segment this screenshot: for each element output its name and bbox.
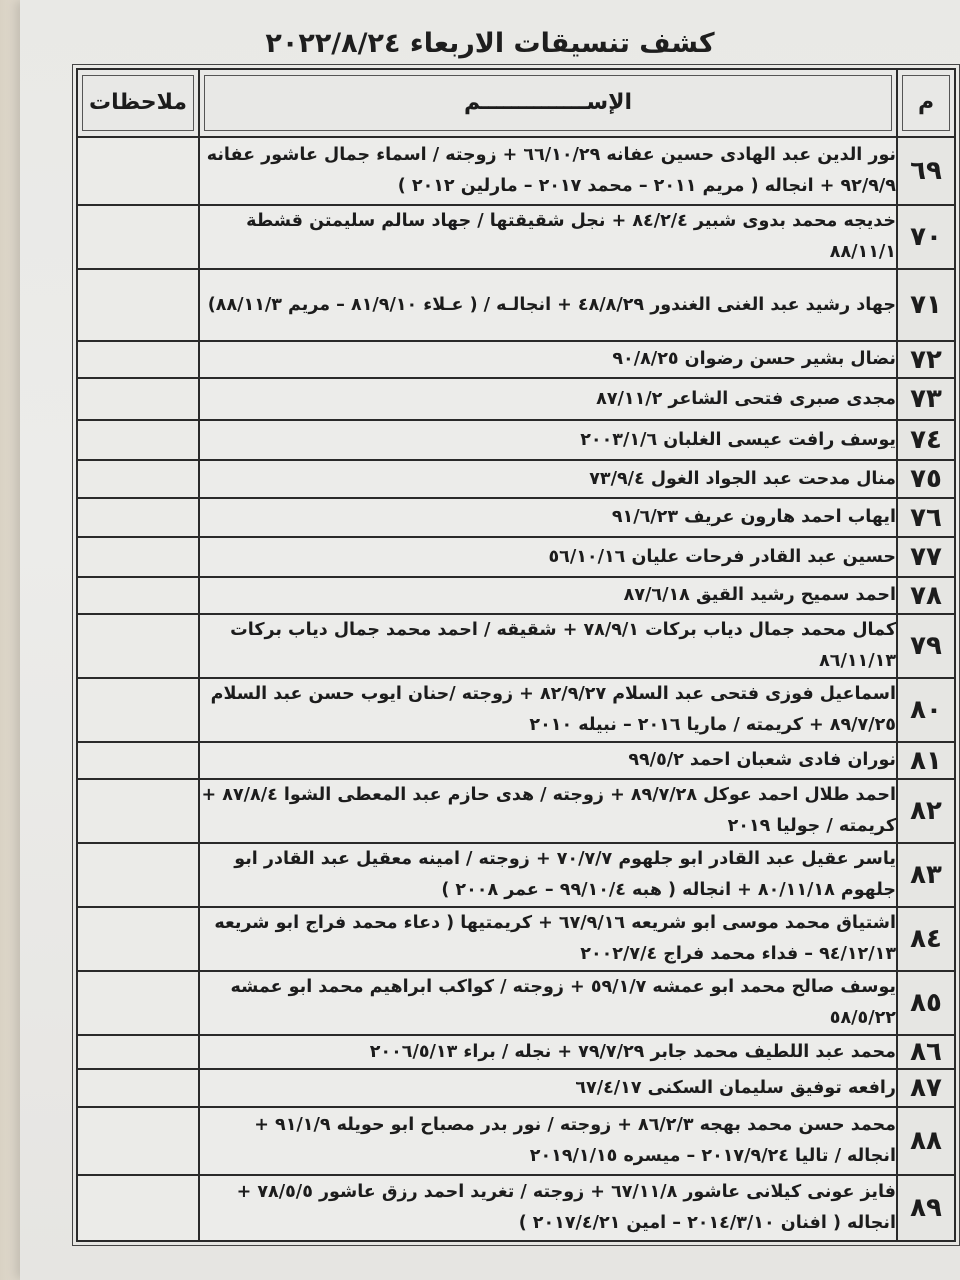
row-number: ٧٩ [897,614,955,678]
row-notes [77,537,199,577]
header-number-label: م [902,75,950,131]
table-row [77,205,955,269]
row-notes [77,1069,199,1107]
row-notes [77,577,199,614]
header-notes [77,69,199,137]
row-name: خديجه محمد بدوى شبير ٨٤/٢/٤ + نجل شقيقتها / جهاد سالم سليمتن قشطة ٨٨/١١/١ [199,205,897,269]
row-number: ٧٠ [897,205,955,269]
row-number: ٧٣ [897,378,955,420]
header-notes-label: ملاحظات [82,75,194,131]
row-name: فايز عونى كيلانى عاشور ٦٧/١١/٨ + زوجته / تغريد احمد رزق عاشور ٧٨/٥/٥ + انجاله ( افنان ٢٠١٤/٣/١٠ – امين ٢٠١٧/٤/٢١ ) [199,1175,897,1241]
table-row [77,137,955,205]
row-name: يوسف رافت عيسى الغلبان ٢٠٠٣/١/٦ [199,420,897,460]
row-name: يوسف صالح محمد ابو عمشه ٥٩/١/٧ + زوجته / كواكب ابراهيم محمد ابو عمشه ٥٨/٥/٢٢ [199,971,897,1035]
row-name: ياسر عقيل عبد القادر ابو جلهوم ٧٠/٧/٧ + زوجته / امينه معقيل عبد القادر ابو جلهوم ٨٠/١١/١٨ + انجاله ( هبه ٩٩/١٠/٤ – عمر ٢٠٠٨ ) [199,843,897,907]
row-notes [77,907,199,971]
table-row [77,341,955,378]
table-row [77,1175,955,1241]
row-number: ٧٦ [897,498,955,537]
row-notes [77,1107,199,1175]
header-name [199,69,897,137]
row-name: حسين عبد القادر فرحات عليان ٥٦/١٠/١٦ [199,537,897,577]
row-notes [77,269,199,341]
table-row [77,1107,955,1175]
table-row [77,460,955,498]
row-notes [77,843,199,907]
row-notes [77,971,199,1035]
row-number: ٨٢ [897,779,955,843]
row-notes [77,1035,199,1069]
row-number: ٧١ [897,269,955,341]
table-row [77,577,955,614]
table-row [77,971,955,1035]
row-notes [77,678,199,742]
row-name: جهاد رشيد عبد الغنى الغندور ٤٨/٨/٢٩ + انجالـه / ( عـلاء ٨١/٩/١٠ – مريم ٨٨/١١/٣) [199,269,897,341]
table-row [77,378,955,420]
table-header-row [77,69,955,137]
row-name: اسماعيل فوزى فتحى عبد السلام ٨٢/٩/٢٧ + زوجته /حنان ايوب حسن عبد السلام ٨٩/٧/٢٥ + كريمته / ماريا ٢٠١٦ – نبيله ٢٠١٠ [199,678,897,742]
row-number: ٦٩ [897,137,955,205]
row-notes [77,742,199,779]
page-title: كشف تنسيقات الاربعاء ٢٠٢٢/٨/٢٤ [265,28,715,59]
row-name: محمد عبد اللطيف محمد جابر ٧٩/٧/٢٩ + نجله / براء ٢٠٠٦/٥/١٣ [199,1035,897,1069]
row-number: ٨٧ [897,1069,955,1107]
row-name: رافعه توفيق سليمان السكنى ٦٧/٤/١٧ [199,1069,897,1107]
row-name: كمال محمد جمال دياب بركات ٧٨/٩/١ + شقيقه / احمد محمد جمال دياب بركات ٨٦/١١/١٣ [199,614,897,678]
row-notes [77,341,199,378]
row-notes [77,378,199,420]
row-number: ٨٩ [897,1175,955,1241]
row-name: نضال بشير حسن رضوان ٩٠/٨/٢٥ [199,341,897,378]
row-number: ٨٤ [897,907,955,971]
row-notes [77,137,199,205]
row-notes [77,614,199,678]
coordination-table [76,68,956,1242]
row-name: ايهاب احمد هارون عريف ٩١/٦/٢٣ [199,498,897,537]
table-row [77,907,955,971]
paper-sheet [20,0,960,1280]
table-row [77,742,955,779]
table-row [77,843,955,907]
row-number: ٧٥ [897,460,955,498]
table-row [77,420,955,460]
row-name: احمد طلال احمد عوكل ٨٩/٧/٢٨ + زوجته / هدى حازم عبد المعطى الشوا ٨٧/٨/٤ + كريمته / جوليا ٢٠١٩ [199,779,897,843]
table-row [77,779,955,843]
row-number: ٨٣ [897,843,955,907]
row-number: ٧٤ [897,420,955,460]
table-row [77,269,955,341]
table-row [77,1035,955,1069]
table-row [77,614,955,678]
row-name: مجدى صبرى فتحى الشاعر ٨٧/١١/٢ [199,378,897,420]
row-notes [77,460,199,498]
row-number: ٨٠ [897,678,955,742]
table-row [77,678,955,742]
row-name: محمد حسن محمد بهجه ٨٦/٢/٣ + زوجته / نور بدر مصباح ابو حويله ٩١/١/٩ + انجاله / تاليا ٢٠١٧/٩/٢٤ – ميسره ٢٠١٩/١/١٥ [199,1107,897,1175]
row-notes [77,779,199,843]
table-row [77,537,955,577]
row-name: اشتياق محمد موسى ابو شريعه ٦٧/٩/١٦ + كريمتيها ( دعاء محمد فراج ابو شريعه ٩٤/١٢/١٣ – فداء محمد فراج ٢٠٠٢/٧/٤ [199,907,897,971]
row-number: ٧٧ [897,537,955,577]
row-number: ٨٦ [897,1035,955,1069]
row-number: ٨٥ [897,971,955,1035]
row-notes [77,498,199,537]
header-number [897,69,955,137]
row-number: ٨٨ [897,1107,955,1175]
row-name: منال مدحت عبد الجواد الغول ٧٣/٩/٤ [199,460,897,498]
row-name: احمد سميح رشيد القيق ٨٧/٦/١٨ [199,577,897,614]
row-number: ٨١ [897,742,955,779]
table-row [77,1069,955,1107]
row-number: ٧٢ [897,341,955,378]
row-name: نور الدين عبد الهادى حسين عفانه ٦٦/١٠/٢٩ + زوجته / اسماء جمال عاشور عفانه ٩٢/٩/٩ + انجاله ( مريم ٢٠١١ – محمد ٢٠١٧ – مارلين ٢٠١٢ ) [199,137,897,205]
row-number: ٧٨ [897,577,955,614]
row-name: نوران فادى شعبان احمد ٩٩/٥/٢ [199,742,897,779]
row-notes [77,1175,199,1241]
row-notes [77,420,199,460]
header-name-label: الإســــــــــــــم [204,75,892,131]
row-notes [77,205,199,269]
table-row [77,498,955,537]
